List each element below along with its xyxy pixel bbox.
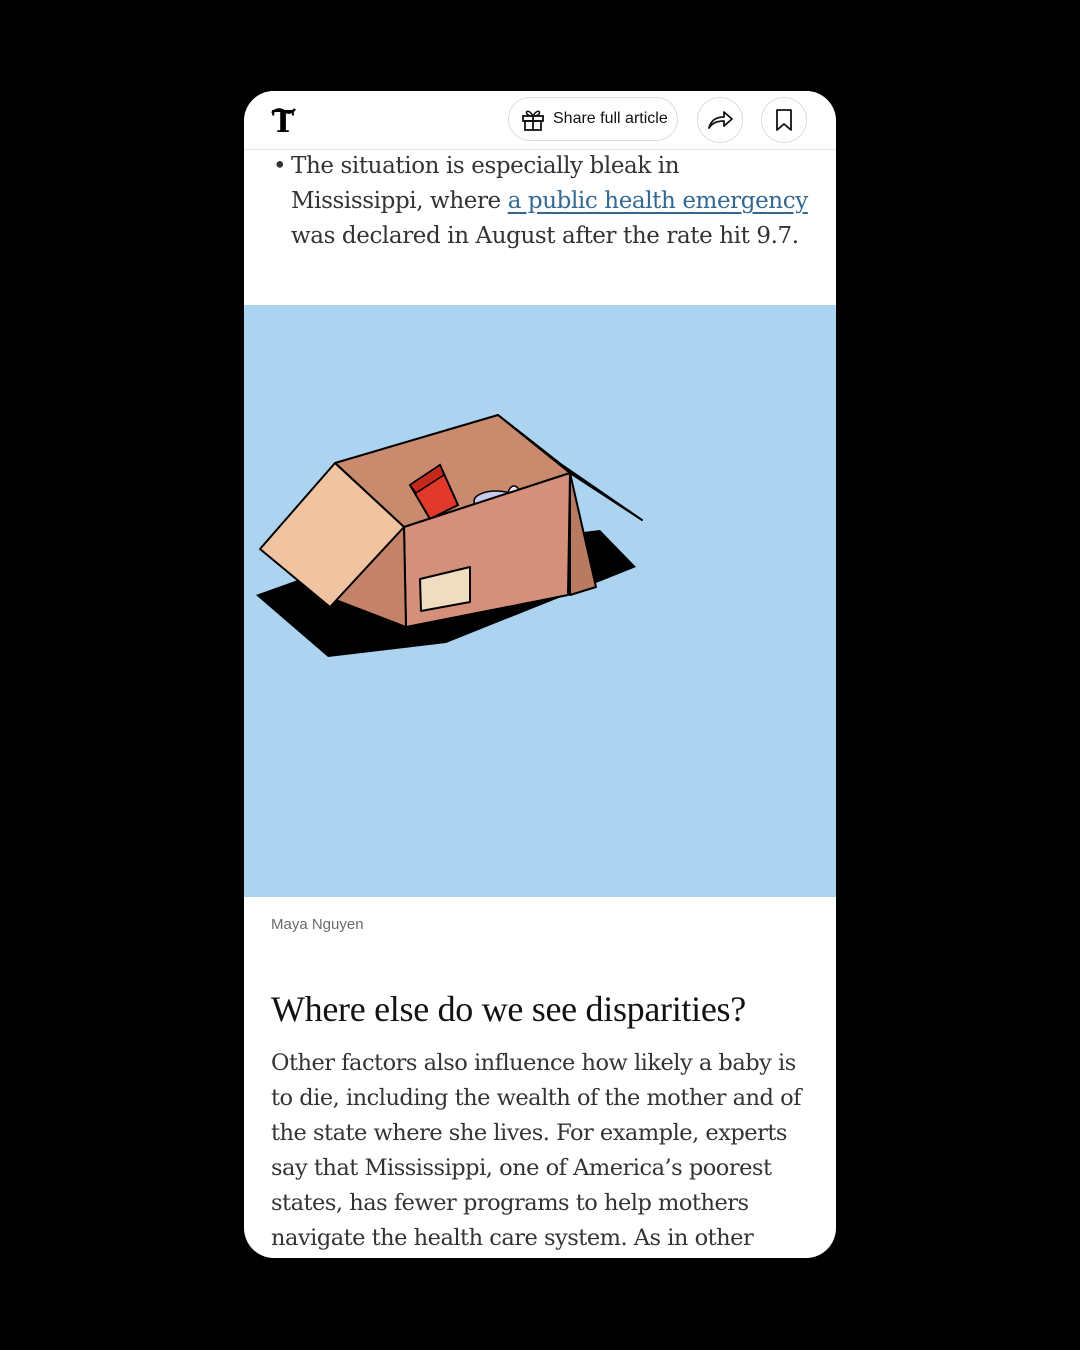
share-button[interactable] <box>697 97 743 143</box>
gift-icon <box>519 105 547 133</box>
bullet-item <box>273 149 811 254</box>
open-box-illustration <box>244 305 836 897</box>
public-health-emergency-link[interactable]: a public health emergency <box>507 188 808 214</box>
bookmark-icon <box>775 108 793 132</box>
save-bookmark-button[interactable] <box>761 97 807 143</box>
share-full-article-button[interactable] <box>508 97 678 141</box>
svg-text:T: T <box>271 105 295 137</box>
bullet-text-before: The situation is especially bleak in Mississippi, where <box>291 153 680 214</box>
section-heading: Where else do we see disparities? <box>271 989 746 1029</box>
article-paragraph: Other factors also influence how likely a baby is to die, including the wealth of the mother and of the state where she lives. For example, experts say that Mississippi, one of America’s poorest states, has fewer programs to help mothers navigate the health care system. As in other <box>271 1050 801 1251</box>
bullet-dot: • <box>273 153 287 179</box>
bullet-list <box>244 149 836 254</box>
phone-screen <box>244 91 836 1258</box>
share-arrow-icon <box>706 108 734 132</box>
share-full-article-label: Share full article <box>553 110 668 127</box>
top-toolbar <box>244 91 836 150</box>
nyt-logo-icon[interactable] <box>268 105 298 137</box>
bullet-text-after: was declared in August after the rate hit 9.7. <box>291 223 799 249</box>
image-credit: Maya Nguyen <box>271 916 364 933</box>
article-illustration <box>244 305 836 897</box>
